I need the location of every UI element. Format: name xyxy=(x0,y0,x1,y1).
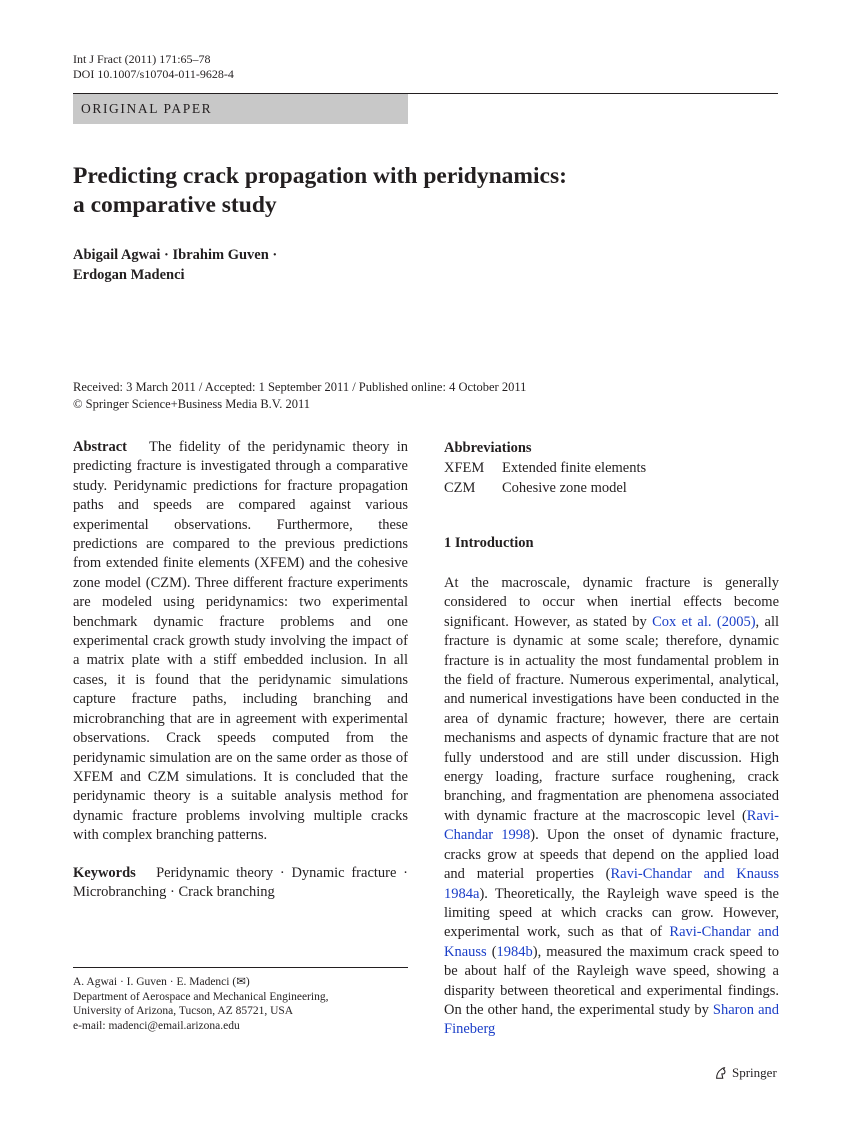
abbreviation-row xyxy=(444,460,646,477)
footnote-rule xyxy=(73,967,408,968)
author-footnote xyxy=(73,975,408,1033)
ref-ravi-chandar-1998[interactable]: Ravi-Chandar 1998 xyxy=(444,807,779,844)
title-line-2: a comparative study xyxy=(73,192,277,218)
springer-horse-icon xyxy=(714,1066,728,1080)
abstract-label: Abstract xyxy=(73,439,127,455)
abbreviations-heading: Abbreviations xyxy=(444,440,532,456)
intro-text-5: ), measured the maximum crack speed to be about half of the Rayleigh wave speed, showing a disparity between theoretical and experimental findings. On the other hand, the experimental study by xyxy=(444,943,779,1018)
publisher-name: Springer xyxy=(732,1065,777,1080)
paper-title xyxy=(73,162,773,220)
intro-text: At the macroscale, dynamic fracture is generally considered to occur when inertial effects become significant. However, as stated by Cox et al. (2005), all fracture is dynamic at some scale; therefore, dynamic fracture is in actuality the most fundamental problem in the field of fracture. Numerous experimental, analytical, and numerical investigations have been conducted in the area of dynamic fracture; however, there are certain mechanisms and aspects of dynamic fracture that are not fully understood and are still under discussion. High energy loading, fracture surface roughening, crack branching, and fragmentation are phenomena associated with dynamic fracture at the macroscopic level (Ravi-Chandar 1998). Upon the onset of dynamic fracture, cracks grow at speeds that depend on the applied load and material properties (Ravi-Chandar and Knauss 1984a). Theoretically, the Rayleigh wave speed is the limiting speed at which cracks can grow. However, experimental work, such as that of Ravi-Chandar and Knauss (1984b), measured the maximum crack speed to be about half of the Rayleigh wave speed, showing a disparity between theoretical and experimental findings. On the other hand, the experimental study by Sharon and Fineberg xyxy=(444,575,780,1038)
ref-sharon-fineberg[interactable]: Sharon and Fineberg xyxy=(444,1001,780,1038)
publisher-logo xyxy=(714,1065,777,1081)
abbreviation-value: Extended finite elements xyxy=(502,460,647,476)
intro-text-3: ). Upon the onset of dynamic fracture, cracks grow at speeds that depend on the applied load and material properties ( xyxy=(444,827,780,883)
abbreviation-key: CZM xyxy=(444,480,476,496)
authors-line-1: Abigail Agwai · Ibrahim Guven · xyxy=(73,247,278,263)
footnote-email: e-mail: madenci@email.arizona.edu xyxy=(73,1019,240,1032)
abbreviation-key: XFEM xyxy=(444,460,485,476)
ref-ravi-chandar-knauss-1984b[interactable]: 1984b xyxy=(496,943,533,960)
footnote-university: University of Arizona, Tucson, AZ 85721, USA xyxy=(73,1005,294,1017)
author-list xyxy=(73,245,493,285)
footnote-names: A. Agwai · I. Guven · E. Madenci (✉) xyxy=(73,976,250,988)
abbreviation-row xyxy=(444,480,627,497)
keywords-label: Keywords xyxy=(73,865,136,881)
keywords-text: Peridynamic theory · Dynamic fracture · Microbranching · Crack branching xyxy=(73,865,408,901)
abstract-text: The fidelity of the peridynamic theory in predicting fracture is investigated through a comparative study. Peridynamic predictions for fracture propagation paths and speeds are compared against various experimental observations. Furthermore, these predictions are compared to the previous predictions from extended finite elements (XFEM) and the cohesive zone model (CZM). Three different fracture experiments are modeled using peridynamics: two experimental benchmark dynamic fracture problems and one experimental crack growth study involving the impact of a matrix plate with a stiff embedded inclusion. In all cases, it is found that the peridynamic simulations capture fracture paths, including branching and microbranching that are in agreement with experimental observations. Crack speeds computed from the peridynamic simulation are on the same order as those of XFEM and CZM simulations. It is concluded that the peridynamic theory is a suitable analysis method for dynamic fracture problems involving multiple cracks with complex branching patterns. xyxy=(73,439,409,844)
journal-doi: DOI 10.1007/s10704-011-9628-4 xyxy=(73,67,234,81)
abstract xyxy=(73,438,408,846)
journal-header xyxy=(73,52,234,82)
abbreviation-value: Cohesive zone model xyxy=(502,480,627,496)
intro-text-4: ). Theoretically, the Rayleigh wave speed is the limiting speed at which cracks can grow. However, experimental work, such as that of xyxy=(444,885,779,941)
authors-line-2: Erdogan Madenci xyxy=(73,267,185,283)
intro-heading: 1 Introduction xyxy=(444,535,534,551)
publication-history xyxy=(73,379,773,412)
section-banner xyxy=(73,94,408,124)
footnote-department: Department of Aerospace and Mechanical Engineering, xyxy=(73,990,329,1003)
ref-ravi-chandar-knauss-authors[interactable]: Ravi-Chandar and Knauss xyxy=(444,924,779,960)
section-label: ORIGINAL PAPER xyxy=(81,101,213,116)
keywords xyxy=(73,864,408,903)
copyright-line: © Springer Science+Business Media B.V. 2011 xyxy=(73,396,311,411)
ref-ravi-chandar-knauss-1984a[interactable]: Ravi-Chandar and Knauss 1984a xyxy=(444,866,779,902)
title-line-1: Predicting crack propagation with peridynamics: xyxy=(73,163,567,189)
intro-text-1: At the macroscale, dynamic fracture is generally considered to occur when inertial effects become significant. However, as stated by xyxy=(444,575,779,630)
intro-text-2: , all fracture is dynamic at some scale; therefore, dynamic fracture is in actuality the most fundamental problem in the field of fracture. Numerous experimental, analytical, and numerical investigations have been conducted in the area of dynamic fracture; however, there are certain mechanisms and aspects of dynamic fracture that are not fully understood and are still under discussion. High energy loading, fracture surface roughening, crack branching, and fragmentation are phenomena associated with dynamic fracture at the macroscopic level ( xyxy=(444,613,780,824)
ref-cox-authors: Cox et al. xyxy=(652,613,712,630)
ref-cox[interactable]: Cox et al. (2005) xyxy=(652,613,756,630)
journal-citation: Int J Fract (2011) 171:65–78 xyxy=(73,52,211,66)
ref-cox-year: 2005 xyxy=(721,613,751,630)
dates-line: Received: 3 March 2011 / Accepted: 1 September 2011 / Published online: 4 October 2011 xyxy=(73,380,527,394)
